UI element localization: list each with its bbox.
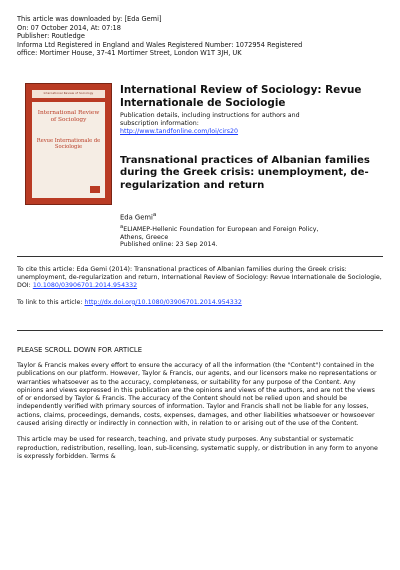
registration-info: Informa Ltd Registered in England and Wales Registered Number: 1072954 Registered [17, 40, 303, 49]
cover-title: International Review of Sociology [37, 110, 100, 123]
divider-top [17, 256, 383, 257]
citation-text: To cite this article: Eda Gemi (2014): Transnational practices of Albanian families during the Greek crisis: unemployment, de-regularization and return, International Review of Sociology: Revue Internationale de Sociologie, DOI: [17, 266, 382, 290]
article-link[interactable]: http://dx.doi.org/10.1080/03906701.2014.954332 [84, 298, 242, 306]
cover-top-strip: International Review of Sociology [32, 90, 105, 98]
journal-cover-image [25, 83, 112, 205]
disclaimer [17, 362, 383, 469]
divider-bottom [17, 330, 383, 331]
publication-details [120, 112, 390, 136]
affiliation-line2: Athens, Greece [120, 234, 169, 242]
download-header [17, 15, 387, 58]
publisher-logo-icon [90, 186, 100, 193]
journal-title: International Review of Sociology: Revue Internationale de Sociologie [120, 84, 362, 109]
publication-details-line1: Publication details, including instructions for authors and [120, 112, 300, 119]
author-name [120, 212, 156, 221]
author-name-text: Eda Gemi [120, 213, 153, 222]
cover-panel [32, 102, 105, 198]
author-superscript: a [152, 212, 157, 218]
author-affiliation [120, 223, 380, 242]
affiliation-line1: ELIAMEP-Hellenic Foundation for European and Foreign Policy, [123, 226, 319, 234]
download-info: This article was downloaded by: [Eda Gemi] [17, 15, 162, 23]
scroll-note: PLEASE SCROLL DOWN FOR ARTICLE [17, 346, 143, 354]
disclaimer-paragraph-1: Taylor & Francis makes every effort to ensure the accuracy of all the information (the "Content") contained in the publications on our platform. However, Taylor & Francis, our agents, and our licensors make no representations or warranties whatsoever as to the accuracy, completeness, or suitability for any purpose of the Content. Any opinions and views expressed in this publication are the opinions and views of the authors, and are not the views of or endorsed by Taylor & Francis. The accuracy of the Content should not be relied upon and should be independently verified with primary sources of information. Taylor and Francis shall not be liable for any losses, actions, claims, proceedings, demands, costs, expenses, damages, and other liabilities whatsoever or howsoever caused arising directly or indirectly in connection with, in relation to or arising out of the use of the Content. [17, 362, 377, 428]
doi-link[interactable]: 10.1080/03906701.2014.954332 [32, 282, 138, 290]
citation-block [17, 266, 383, 307]
cover-subtitle: Revue Internationale de Sociologie [36, 138, 101, 151]
journal-url-link[interactable]: http://www.tandfonline.com/loi/cirs20 [120, 128, 239, 135]
affiliation-superscript: a [120, 224, 124, 230]
disclaimer-paragraph-2: This article may be used for research, teaching, and private study purposes. Any substantial or systematic reproduction, redistribution, reselling, loan, sub-licensing, systematic supply, or distribution in any form to anyone is expressly forbidden. Terms & [17, 436, 378, 460]
publication-details-line2: subscription information: [120, 120, 199, 127]
published-date: Published online: 23 Sep 2014. [120, 241, 218, 248]
link-label: To link to this article: [17, 298, 83, 306]
publisher: Publisher: Routledge [17, 32, 85, 41]
article-title: Transnational practices of Albanian families during the Greek crisis: unemployment, de-regularization and return [120, 155, 370, 191]
download-date: On: 07 October 2014, At: 07:18 [17, 23, 121, 32]
registered-office: office: Mortimer House, 37-41 Mortimer Street, London W1T 3JH, UK [17, 49, 242, 58]
